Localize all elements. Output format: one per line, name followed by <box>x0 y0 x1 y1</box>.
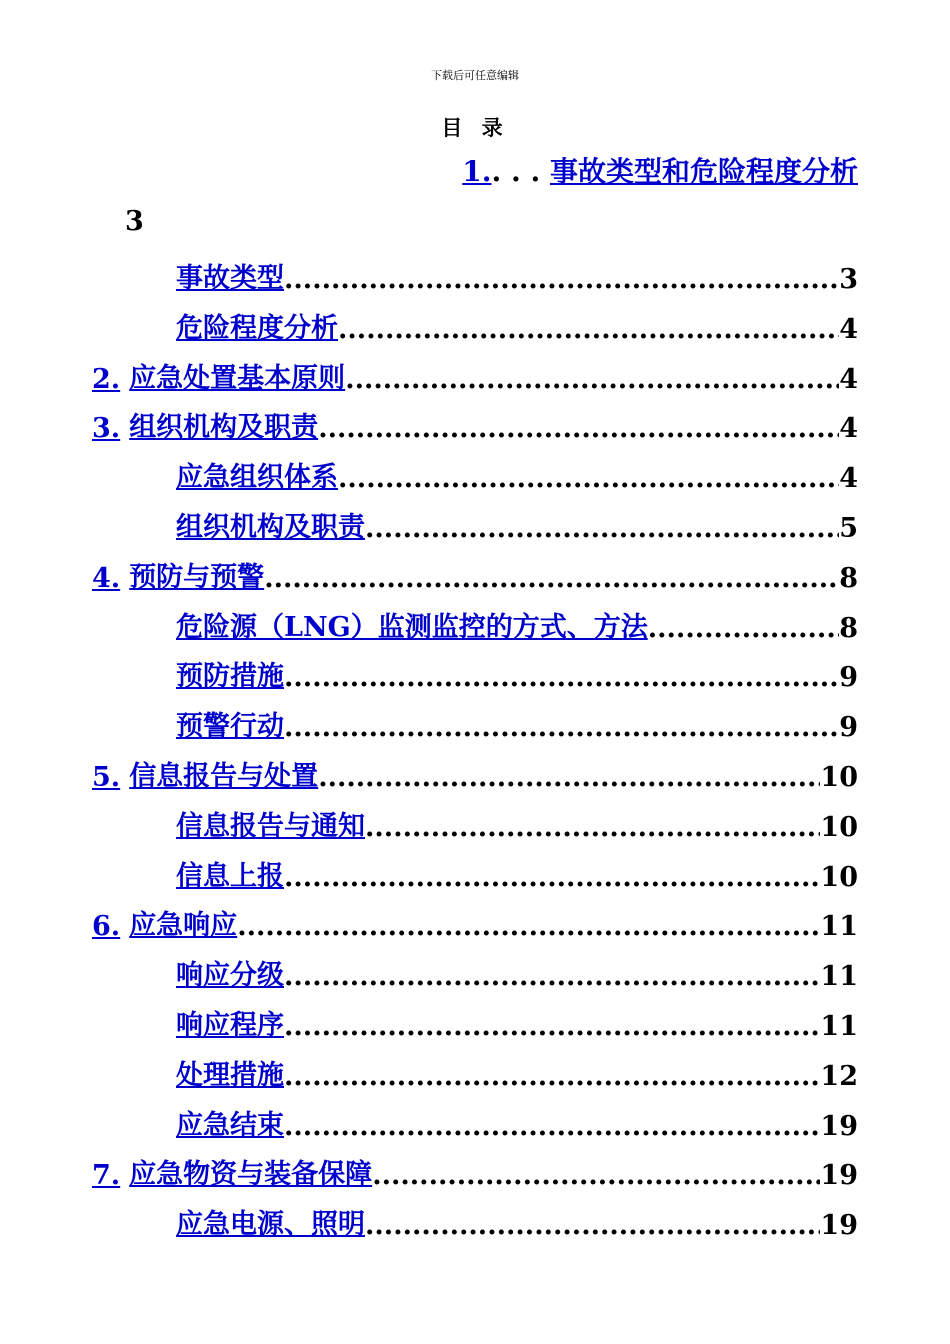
toc-entry-link[interactable]: 事故类型 <box>176 263 284 294</box>
toc-entry-link[interactable]: 事故类型和危险程度分析 <box>549 155 858 188</box>
toc-entry-page: 9 <box>839 662 858 694</box>
toc-entry[interactable] <box>176 699 858 743</box>
toc-dot-leader <box>338 314 839 345</box>
toc-entry-page: 4 <box>839 363 858 395</box>
toc-dot-leader <box>318 762 820 793</box>
toc-entry-link[interactable]: 处理措施 <box>176 1059 284 1091</box>
toc-entry[interactable] <box>176 1048 858 1092</box>
toc-entry[interactable] <box>92 898 858 942</box>
toc-entry-link[interactable]: 应急物资与装备保障 <box>129 1159 373 1191</box>
toc-dot-leader <box>345 364 839 395</box>
toc-entry-page: 8 <box>839 562 858 594</box>
toc-dot-leader <box>284 264 839 295</box>
toc-entry[interactable] <box>176 998 858 1042</box>
toc-entry-link[interactable]: 应急响应 <box>129 910 238 942</box>
toc-entry-page: 9 <box>839 712 858 744</box>
toc-entry-1 <box>92 152 858 192</box>
toc-entry-page: 4 <box>839 413 858 445</box>
toc-entry-link[interactable]: 预防措施 <box>176 661 284 693</box>
toc-entry-page: 11 <box>820 911 858 943</box>
toc-entry[interactable] <box>176 1197 858 1241</box>
toc-entry-link[interactable]: 信息报告与处置 <box>129 761 319 792</box>
toc-entry-page: 10 <box>820 861 858 893</box>
toc-title: 目 录 <box>441 116 509 140</box>
toc-dot-leader <box>365 812 820 843</box>
toc-entry-link[interactable]: 危险源（LNG）监测监控的方式、方法 <box>176 611 648 643</box>
toc-entry-link[interactable]: 应急处置基本原则 <box>129 362 346 394</box>
toc-dot-leader <box>284 862 820 893</box>
toc-dot-leader <box>284 961 820 992</box>
toc-dot-leader <box>365 513 839 544</box>
toc-dot-leader <box>284 1061 820 1092</box>
toc-entry-number[interactable]: 7. <box>92 1160 121 1192</box>
toc-dot-leader <box>284 1011 820 1042</box>
toc-entry-link[interactable]: 预警行动 <box>176 711 284 743</box>
toc-entry[interactable] <box>92 749 858 793</box>
toc-entry[interactable] <box>176 600 858 644</box>
toc-entry-link[interactable]: 信息报告与通知 <box>176 810 365 842</box>
toc-entry[interactable] <box>92 1147 858 1191</box>
toc-entry-link[interactable]: 信息上报 <box>176 860 284 892</box>
toc-entry-number[interactable]: 3. <box>92 413 121 445</box>
toc-entry[interactable] <box>176 500 858 544</box>
toc-entry-page: 10 <box>820 811 858 843</box>
toc-entry-page: 11 <box>820 961 858 993</box>
toc-dot-leader <box>284 1111 820 1142</box>
toc-dot-leader <box>648 613 839 644</box>
toc-entry-page: 11 <box>820 1011 858 1042</box>
toc-entry-link[interactable]: 应急组织体系 <box>176 462 338 494</box>
toc-entry[interactable] <box>176 849 858 893</box>
toc-dot-leader <box>318 413 839 444</box>
toc-entry[interactable] <box>176 251 858 295</box>
toc-dot-leader <box>338 463 839 494</box>
toc-entry-page: 19 <box>820 1160 858 1192</box>
toc-entry-link[interactable]: 预防与预警 <box>129 561 265 593</box>
toc-entry-page: 12 <box>820 1060 858 1092</box>
toc-entry-page: 10 <box>820 762 858 793</box>
toc-entry-page: 8 <box>839 612 858 644</box>
toc-dot-leader <box>365 1210 820 1241</box>
toc-entry-page: 19 <box>820 1110 858 1142</box>
toc-entry-link[interactable]: 危险程度分析 <box>176 312 338 344</box>
toc-entry-page: 4 <box>839 313 858 345</box>
toc-entry[interactable] <box>92 400 858 444</box>
toc-entry-number[interactable]: 4. <box>92 562 121 594</box>
toc-dot-leader <box>284 662 839 693</box>
toc-entry-link[interactable]: 组织机构及职责 <box>176 512 365 543</box>
toc-entry[interactable] <box>176 1098 858 1142</box>
toc-entry-number[interactable]: 6. <box>92 911 121 943</box>
toc-entry-leader: . . . <box>491 155 541 188</box>
toc-entry-link[interactable]: 应急电源、照明 <box>176 1209 365 1241</box>
toc-entry-page: 3 <box>125 206 144 237</box>
toc-entry-number[interactable]: 5. <box>92 762 121 793</box>
toc-entry-link[interactable]: 组织机构及职责 <box>129 412 319 444</box>
toc-dot-leader <box>284 712 839 743</box>
toc-entry[interactable] <box>92 351 858 395</box>
toc-entry-link[interactable]: 响应分级 <box>176 960 284 992</box>
toc-entry-page: 5 <box>839 513 858 544</box>
toc-dot-leader <box>372 1160 820 1191</box>
toc-entry-link[interactable]: 响应程序 <box>176 1010 284 1041</box>
toc-entry-page: 19 <box>820 1210 858 1242</box>
toc-entry-number[interactable]: 1. <box>462 155 492 188</box>
toc-entry[interactable] <box>176 450 858 494</box>
toc-entry[interactable] <box>176 301 858 345</box>
page-header: 下载后可任意编辑 <box>431 69 519 82</box>
toc-entry-link[interactable]: 应急结束 <box>176 1109 284 1141</box>
toc-entry[interactable] <box>176 799 858 843</box>
toc-entry[interactable] <box>92 550 858 594</box>
toc-entry-page: 3 <box>839 264 858 295</box>
toc-entry[interactable] <box>176 948 858 992</box>
toc-dot-leader <box>237 911 820 942</box>
toc-entry-page: 4 <box>839 463 858 495</box>
toc-dot-leader <box>264 563 839 594</box>
toc-entry[interactable] <box>176 649 858 693</box>
toc-entry-number[interactable]: 2. <box>92 363 121 395</box>
